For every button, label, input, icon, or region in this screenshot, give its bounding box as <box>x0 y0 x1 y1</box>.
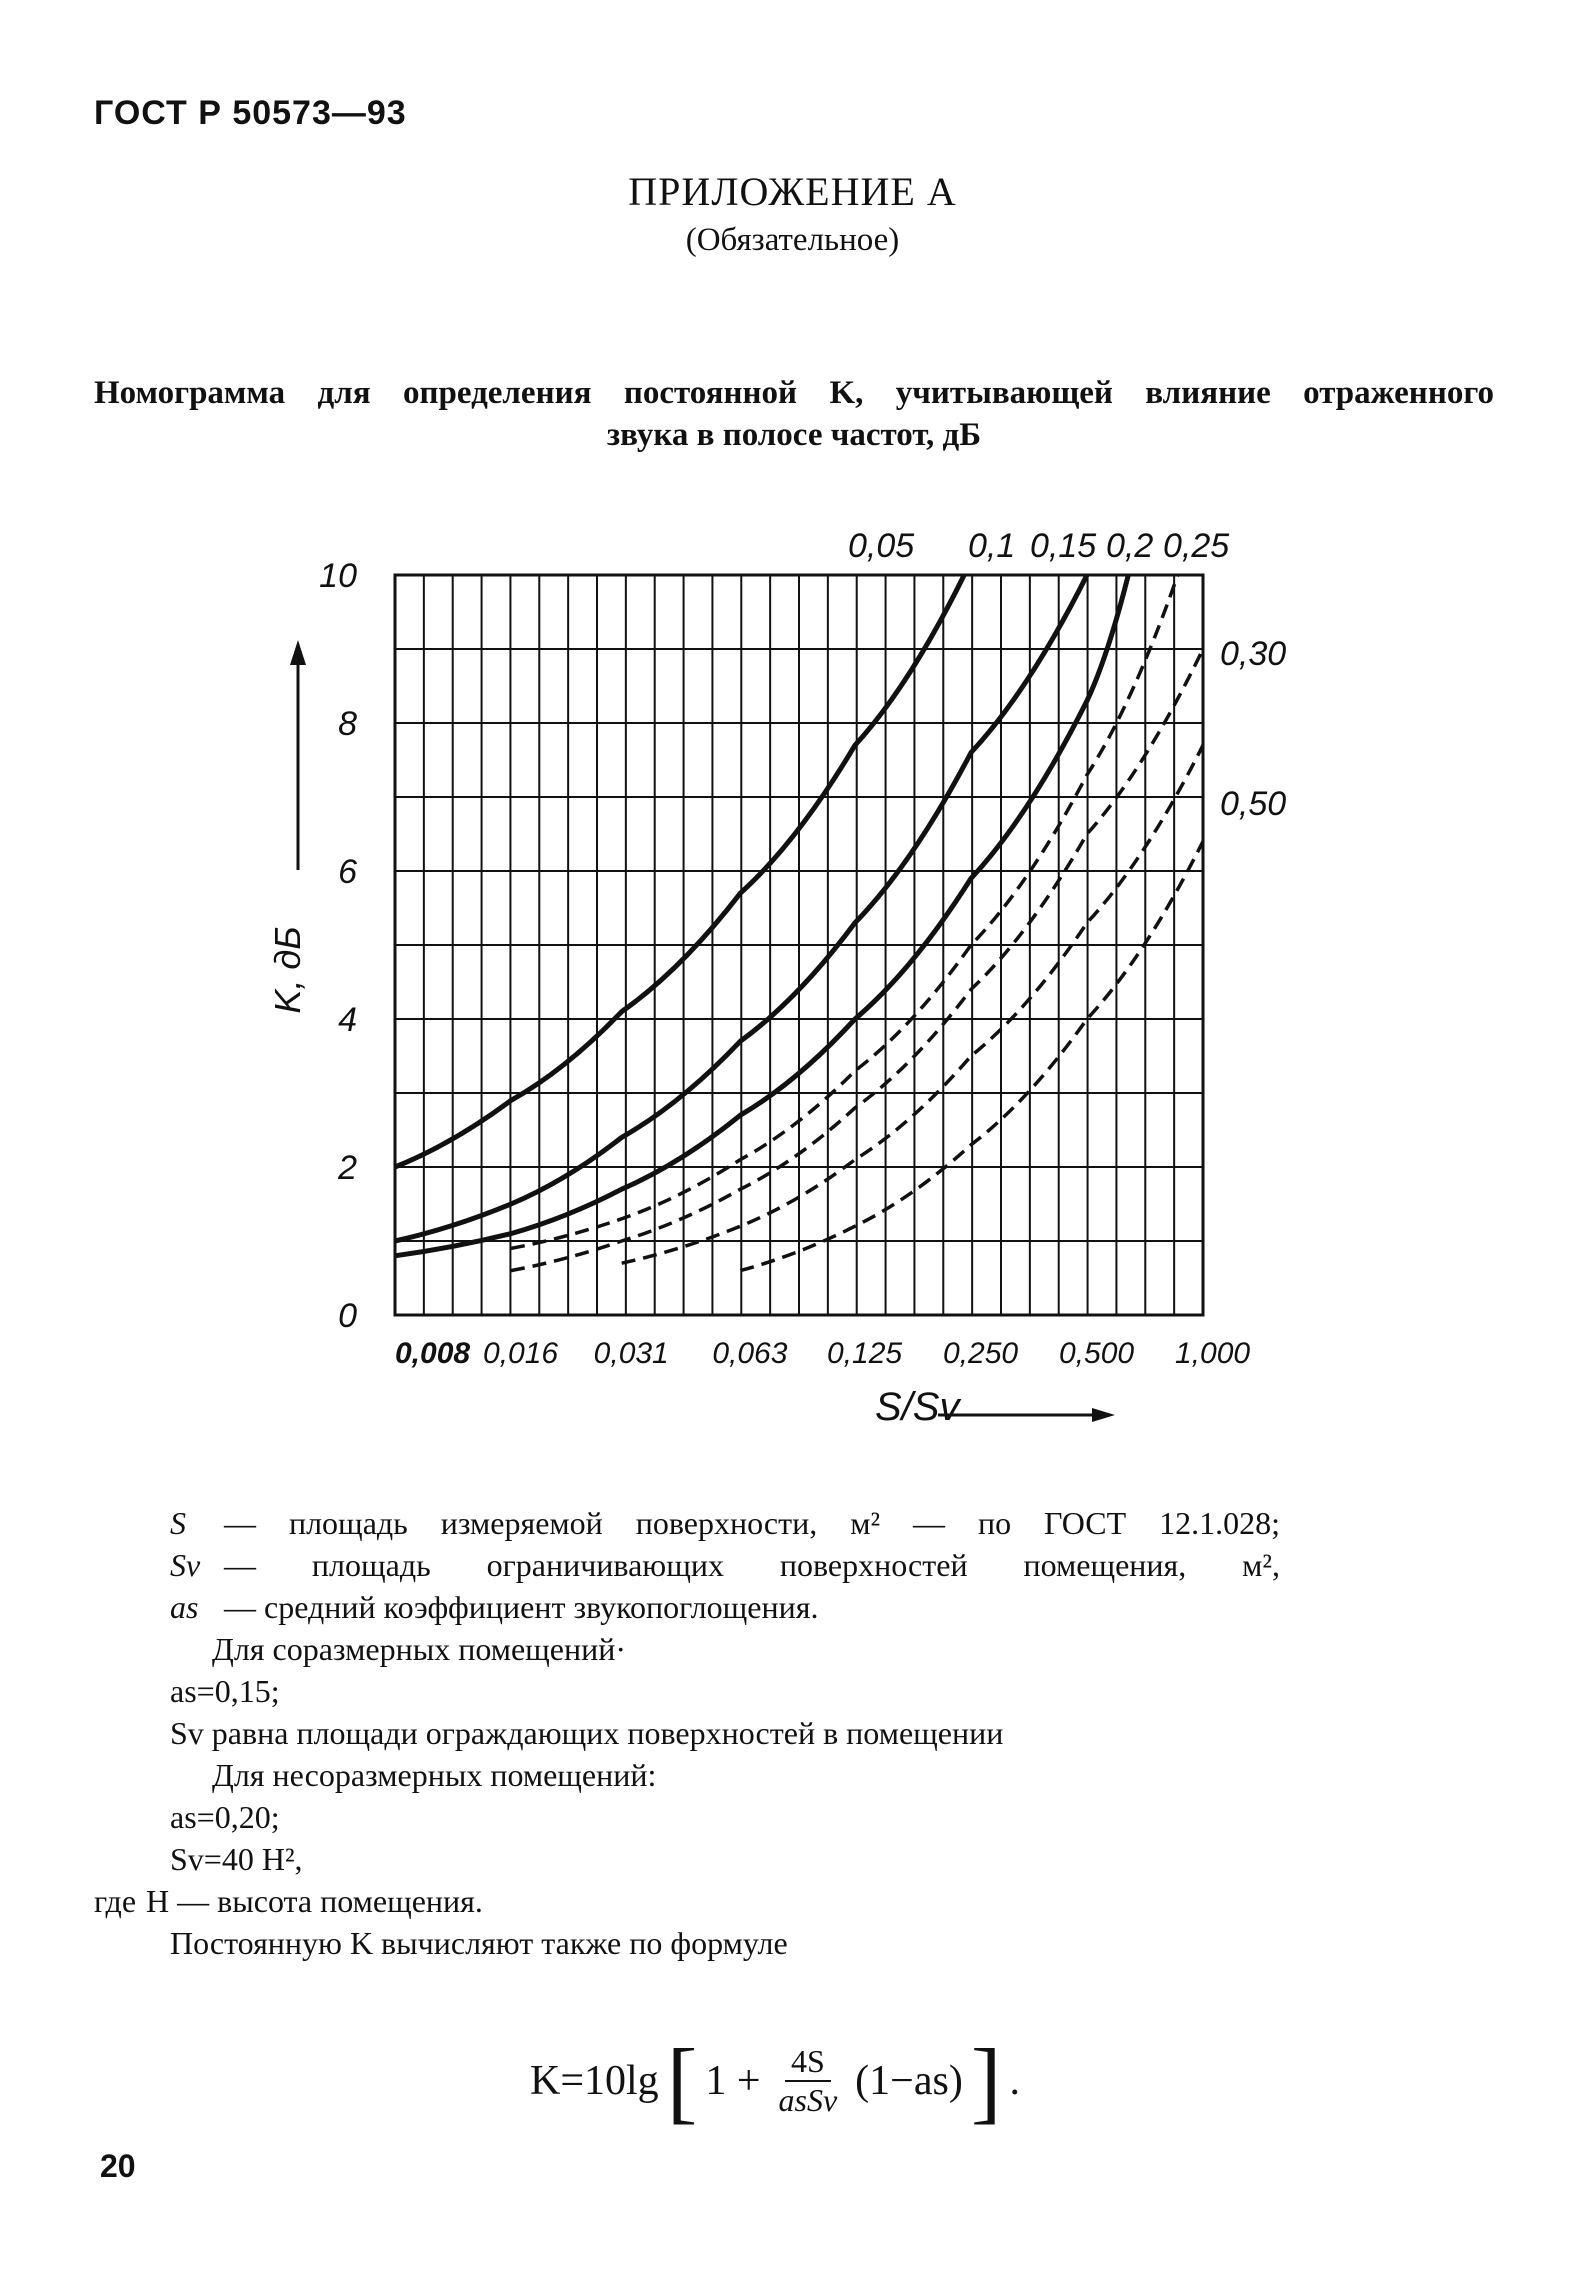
legend-text: — средний коэффициент звукопоглощения. <box>224 1589 819 1625</box>
formula-end: . <box>1009 2058 1020 2104</box>
formula-numerator: 4S <box>785 2043 831 2082</box>
y-tick-label: 10 <box>319 557 357 595</box>
y-axis-label: K, дБ <box>267 926 308 1014</box>
formula-open-bracket: [ <box>666 2030 698 2132</box>
curve-as-0-15 <box>395 575 1128 1256</box>
curve-label: 0,05 <box>848 527 915 565</box>
curve-label: 0,15 <box>1030 527 1097 565</box>
formula-intro: Постоянную K вычисляют также по формуле <box>170 1925 788 1961</box>
y-tick-label: 8 <box>338 705 357 743</box>
x-tick-label: 0,500 <box>1059 1337 1135 1370</box>
formula-one-plus: 1 + <box>705 2058 761 2104</box>
formula-close-bracket: ] <box>970 2030 1002 2132</box>
y-tick-label: 6 <box>338 853 357 891</box>
document-code: ГОСТ Р 50573—93 <box>94 94 407 132</box>
x-tick-label: 0,250 <box>943 1337 1019 1370</box>
curve-label: 0,30 <box>1220 635 1287 673</box>
appendix-title: ПРИЛОЖЕНИЕ А <box>628 169 957 214</box>
formula <box>530 2030 1020 2132</box>
formula-fraction <box>779 2043 838 2119</box>
legend-text: — площадь измеряемой поверхности, м² — по ГОСТ 12.1.028; <box>224 1505 1280 1541</box>
legend-symbol: Sv <box>170 1547 201 1583</box>
proportional-sv: Sv равна площади ограждающих поверхностей в помещении <box>170 1715 1004 1751</box>
x-axis-label: S/Sv <box>875 1385 960 1429</box>
legend-text: — площадь ограничивающих поверхностей помещения, м², <box>224 1547 1280 1583</box>
legend-block <box>94 1502 1280 1964</box>
y-tick-label: 4 <box>338 1001 357 1039</box>
x-tick-labels <box>395 1337 1250 1370</box>
nonproportional-sv: Sv=40 H², <box>170 1841 303 1877</box>
x-tick-label: 0,031 <box>593 1337 669 1370</box>
y-axis-arrow <box>290 640 306 870</box>
y-tick-label: 2 <box>338 1149 357 1187</box>
where-line <box>94 1880 1280 1922</box>
curve-label: 0,50 <box>1220 785 1287 823</box>
formula-factor: (1−as) <box>855 2058 963 2104</box>
where-word: где <box>94 1883 137 1919</box>
where-text: H — высота помещения. <box>146 1883 483 1919</box>
legend-row <box>170 1586 1280 1628</box>
curve-label: 0,2 <box>1106 527 1154 565</box>
legend-row <box>170 1544 1280 1586</box>
nomogram-title-line2: звука в полосе частот, дБ <box>606 417 982 453</box>
proportional-heading: Для соразмерных помещений· <box>212 1631 627 1667</box>
y-tick-labels <box>319 557 357 1335</box>
formula-denominator: asSv <box>778 2082 838 2118</box>
page-number: 20 <box>100 2148 136 2184</box>
x-tick-label: 0,125 <box>827 1337 903 1370</box>
appendix-status: (Обязательное) <box>685 222 900 258</box>
legend-symbol: S <box>170 1505 186 1541</box>
legend-symbol: as <box>170 1589 199 1625</box>
legend-row <box>170 1502 1280 1544</box>
y-tick-label: 0 <box>338 1297 357 1335</box>
nomogram-title-line1: Номограмма для определения постоянной K, учитывающей влияние отраженного <box>94 375 1494 411</box>
x-tick-label: 0,008 <box>395 1337 471 1370</box>
curve-label: 0,1 <box>968 527 1016 565</box>
x-tick-label: 0,063 <box>712 1337 788 1370</box>
x-tick-label: 0,016 <box>482 1337 559 1370</box>
proportional-as: as=0,15; <box>170 1673 280 1709</box>
nonproportional-as: as=0,20; <box>170 1799 280 1835</box>
formula-lhs: K=10lg <box>530 2058 659 2104</box>
nomogram-chart <box>0 500 1585 1480</box>
x-tick-label: 1,000 <box>1175 1337 1251 1370</box>
nomogram-title <box>94 372 1494 456</box>
curve-label: 0,25 <box>1163 527 1230 565</box>
x-axis-arrow <box>938 1408 1115 1422</box>
nonproportional-heading: Для несоразмерных помещений: <box>212 1757 657 1793</box>
